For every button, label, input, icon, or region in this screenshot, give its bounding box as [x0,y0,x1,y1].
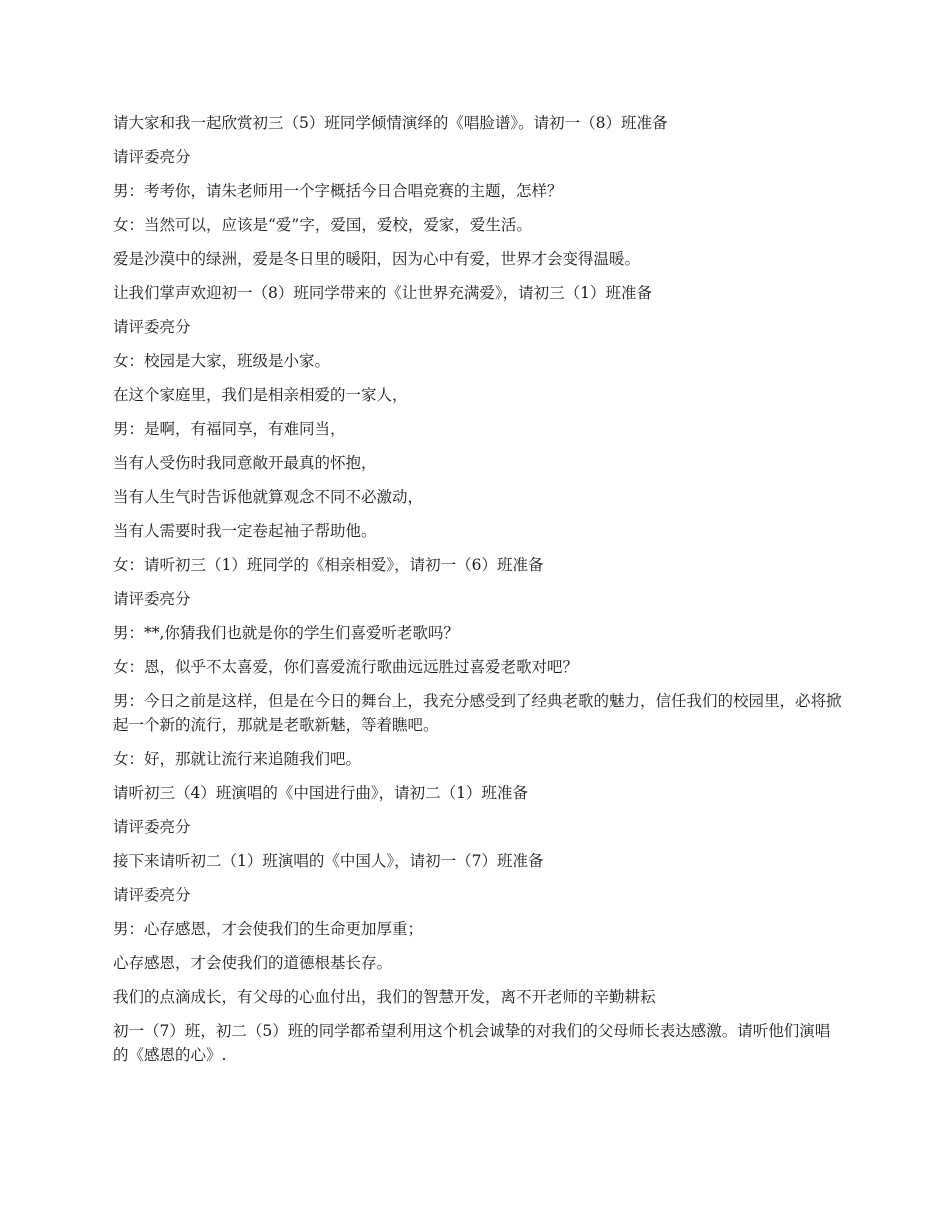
paragraph: 让我们掌声欢迎初一（8）班同学带来的《让世界充满爱》，请初三（1）班准备 [113,284,652,302]
paragraph: 男：是啊，有福同享，有难同当， [113,420,346,438]
paragraph: 女：恩，似乎不太喜爱，你们喜爱流行歌曲远远胜过喜爱老歌对吧？ [113,658,579,676]
paragraph: 请大家和我一起欣赏初三（5）班同学倾情演绎的《唱脸谱》。请初一（8）班准备 [113,114,668,132]
paragraph: 请听初三（4）班演唱的《中国进行曲》，请初二（1）班准备 [113,784,528,802]
paragraph: 我们的点滴成长，有父母的心血付出，我们的智慧开发，离不开老师的辛勤耕耘 [113,988,656,1006]
paragraph: 请评委亮分 [113,148,191,166]
paragraph: 女：好，那就让流行来追随我们吧。 [113,750,362,768]
paragraph: 男：**,你猜我们也就是你的学生们喜爱听老歌吗？ [113,624,459,642]
paragraph: 接下来请听初二（1）班演唱的《中国人》，请初一（7）班准备 [113,852,544,870]
paragraph: 男：考考你，请朱老师用一个字概括今日合唱竞赛的主题，怎样？ [113,182,563,200]
paragraph: 请评委亮分 [113,886,191,904]
paragraph: 当有人受伤时我同意敞开最真的怀抱， [113,454,377,472]
paragraph: 请评委亮分 [113,318,191,336]
paragraph: 男：今日之前是这样，但是在今日的舞台上，我充分感受到了经典老歌的魅力，信任我们的校园里，必将掀起一个新的流行，那就是老歌新魅，等着瞧吧。 [113,692,842,734]
paragraph: 当有人生气时告诉他就算观念不同不必激动， [113,488,424,506]
paragraph: 请评委亮分 [113,818,191,836]
paragraph: 当有人需要时我一定卷起袖子帮助他。 [113,522,377,540]
document-body [113,111,843,1077]
paragraph: 女：校园是大家，班级是小家。 [113,352,331,370]
paragraph: 爱是沙漠中的绿洲，爱是冬日里的暖阳，因为心中有爱，世界才会变得温暖。 [113,250,641,268]
paragraph: 心存感恩，才会使我们的道德根基长存。 [113,954,393,972]
paragraph: 女：当然可以，应该是“爱”字，爱国，爱校，爱家，爱生活。 [113,216,532,234]
paragraph: 请评委亮分 [113,590,191,608]
paragraph: 男：心存感恩，才会使我们的生命更加厚重； [113,920,424,938]
paragraph: 女：请听初三（1）班同学的《相亲相爱》，请初一（6）班准备 [113,556,544,574]
paragraph: 初一（7）班，初二（5）班的同学都希望利用这个机会诚挚的对我们的父母师长表达感激。请听他们演唱的《感恩的心》. [113,1022,831,1064]
paragraph: 在这个家庭里，我们是相亲相爱的一家人， [113,386,408,404]
